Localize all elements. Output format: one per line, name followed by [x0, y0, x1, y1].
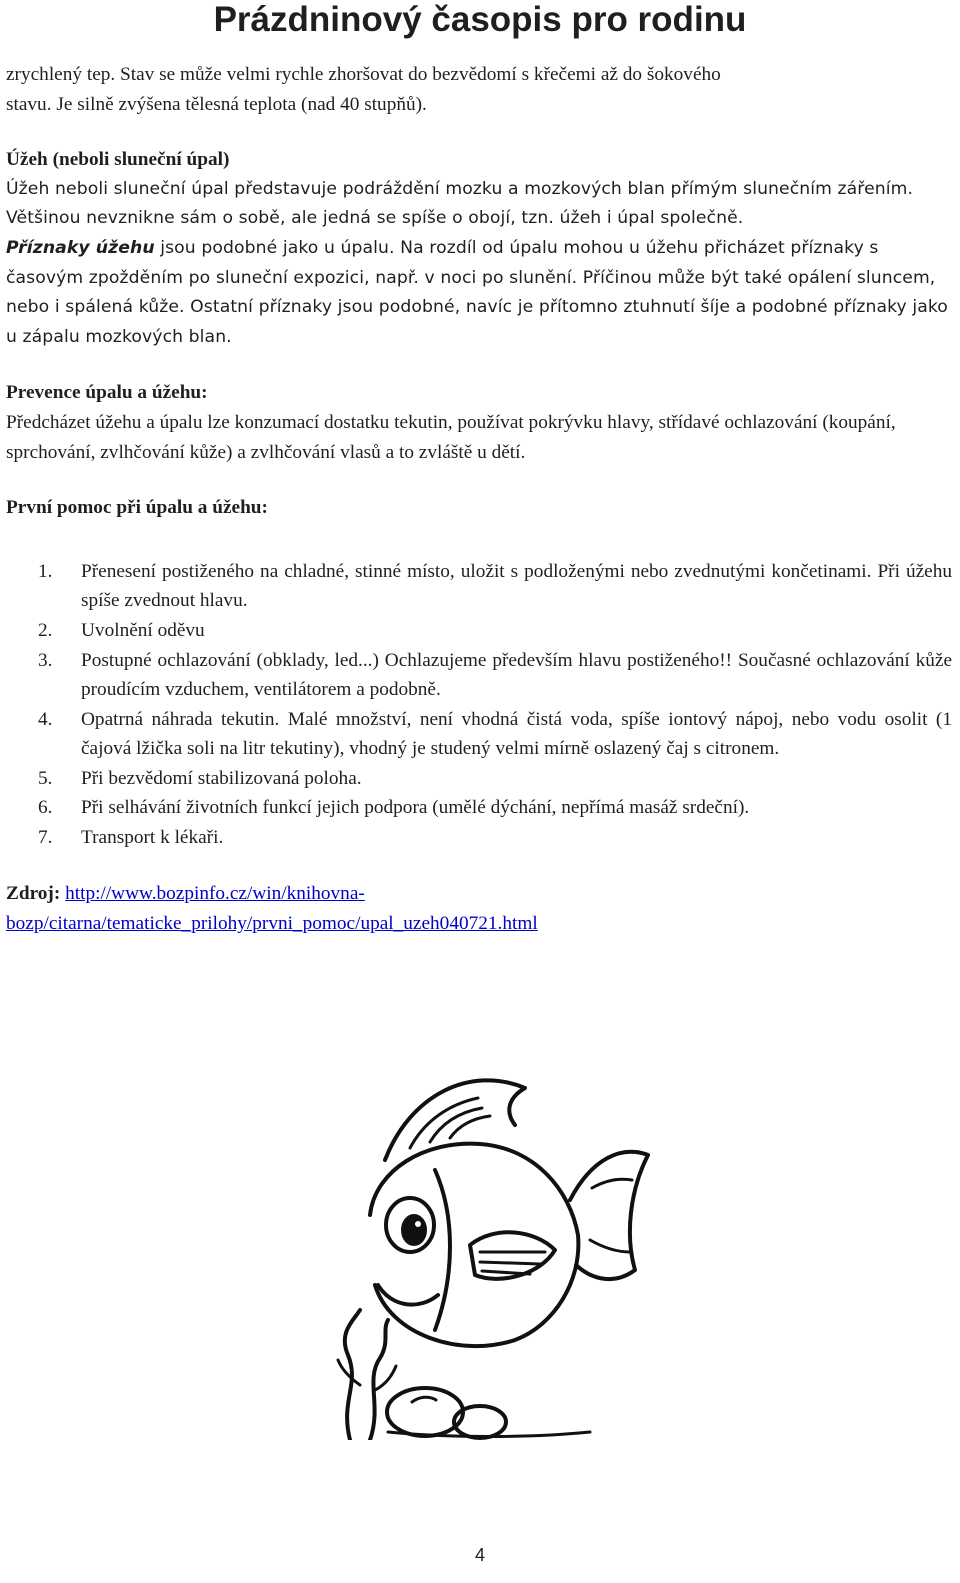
- spacer: [6, 352, 956, 378]
- list-item: [6, 557, 952, 616]
- source-label: Zdroj:: [6, 882, 61, 904]
- list-item-text: Postupné ochlazování (obklady, led...) Ochlazujeme především hlavu postiženého!! Současné ochlazování kůže proudícím vzduchem, ventilátorem a podobně.: [81, 649, 952, 701]
- list-item: [6, 646, 952, 705]
- list-item: [6, 823, 952, 853]
- list-item-number: 3.: [38, 649, 53, 671]
- list-item-number: 7.: [38, 827, 53, 849]
- page-title: Prázdninový časopis pro rodinu: [213, 0, 747, 39]
- prevention-heading: Prevence úpalu a úžehu:: [6, 382, 208, 404]
- uzeh-symptoms-paragraph: [6, 234, 956, 352]
- list-item-text: Při bezvědomí stabilizovaná poloha.: [81, 767, 362, 789]
- list-item-number: 2.: [38, 619, 53, 641]
- uzeh-symptoms-text: jsou podobné jako u úpalu. Na rozdíl od úpalu mohou u úžehu přicházet příznaky s časovým zpožděním po sluneční expozici, např. v noci po slunění. Příčinou může být také opálení sluncem, nebo i spálená kůže. Ostatní příznaky jsou podobné, navíc je přítomno ztuhnutí šíje a podobné příznaky jako u zápalu mozkových blan.: [6, 237, 948, 347]
- first-aid-heading: První pomoc při úpalu a úžehu:: [6, 497, 268, 519]
- fish-coloring-icon: [330, 1040, 660, 1440]
- list-item-number: 5.: [38, 767, 53, 789]
- spacer: [6, 523, 956, 557]
- list-item-number: 6.: [38, 797, 53, 819]
- first-aid-list: [6, 557, 956, 853]
- list-item-text: Uvolnění oděvu: [81, 619, 205, 641]
- list-item: [6, 764, 952, 794]
- uzeh-symptoms-label: Příznaky úžehu: [6, 237, 155, 258]
- list-item: [6, 705, 952, 764]
- document-body: [6, 60, 956, 939]
- spacer: [6, 853, 956, 879]
- page-number: 4: [474, 1545, 485, 1565]
- list-item-text: Přenesení postiženého na chladné, stinné místo, uložit s podloženými nebo zvednutými končetinami. Při úžehu spíše zvednout hlavu.: [81, 560, 952, 612]
- intro-line-2: stavu. Je silně zvýšena tělesná teplota (nad 40 stupňů).: [6, 93, 427, 115]
- list-item: [6, 793, 952, 823]
- intro-line-1: zrychlený tep. Stav se může velmi rychle zhoršovat do bezvědomí s křečemi až do šokového: [6, 64, 721, 85]
- source-citation: [6, 879, 956, 939]
- source-link[interactable]: [6, 883, 538, 934]
- list-item-number: 1.: [38, 560, 53, 582]
- uzeh-paragraph: Úžeh neboli sluneční úpal představuje podráždění mozku a mozkových blan přímým slunečním zářením. Většinou nevznikne sám o sobě, ale jedná se spíše o obojí, tzn. úžeh i úpal společně.: [6, 178, 914, 229]
- spacer: [6, 119, 956, 145]
- prevention-text: Předcházet úžehu a úpalu lze konzumací dostatku tekutin, používat pokrývku hlavy, střídavé ochlazování (koupání, sprchování, zvlhčování kůže) a zvlhčování vlasů a to zvláště u dětí.: [6, 411, 896, 463]
- uzeh-heading: Úžeh (neboli sluneční úpal): [6, 149, 230, 171]
- list-item-text: Při selhávání životních funkcí jejich podpora (umělé dýchání, nepřímá masáž srdeční).: [81, 797, 750, 819]
- list-item-text: Transport k lékaři.: [81, 827, 224, 849]
- list-item: [6, 616, 952, 646]
- spacer: [6, 467, 956, 493]
- list-item-text: Opatrná náhrada tekutin. Malé množství, není vhodná čistá voda, spíše iontový nápoj, nebo vodu osolit (1 čajová lžička soli na litr tekutiny), vhodný je studený velmi mírně oslazený čaj s citronem.: [81, 708, 952, 760]
- list-item-number: 4.: [38, 708, 53, 730]
- source-link-line-1: http://www.bozpinfo.cz/win/knihovna-: [65, 882, 365, 904]
- source-link-line-2: bozp/citarna/tematicke_prilohy/prvni_pomoc/upal_uzeh040721.html: [6, 912, 538, 934]
